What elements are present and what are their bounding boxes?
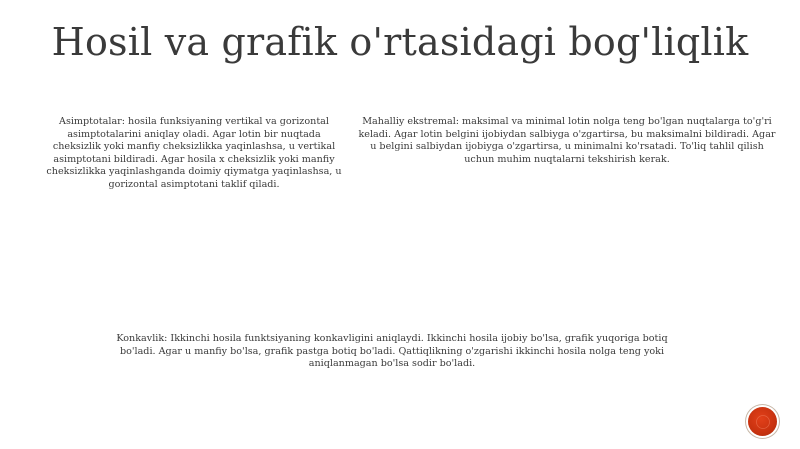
- slide-title: Hosil va grafik o'rtasidagi bog'liqlik: [51, 20, 749, 64]
- asymptotes-text: Asimptotalar: hosila funksiyaning vertikal va gorizontal asimptotalarini aniqlay oladi. Agar lotin bir nuqtada cheksizlik yoki manfiy cheksizlikka yaqinlashsa, u vertikal asimptotani bildiradi. Agar hosila x cheksizlik yoki manfiy cheksizlikka yaqinlashganda doimiy qiymatga yaqinlashsa, u gorizontal asimptotani taklif qiladi.: [46, 116, 342, 190]
- concavity-text: Konkavlik: Ikkinchi hosila funktsiyaning konkavligini aniqlaydi. Ikkinchi hosila ijobiy bo'lsa, grafik yuqoriga botiq bo'ladi. Agar u manfiy bo'lsa, grafik pastga botiq bo'ladi. Qattiqlikning o'zgarishi ikkinchi hosila nolga teng yoki aniqlanmagan bo'lsa sodir bo'ladi.: [116, 333, 668, 370]
- circle-button-icon: [755, 414, 771, 430]
- extrema-text: Mahalliy ekstremal: maksimal va minimal lotin nolga teng bo'lgan nuqtalarga to'g'ri keladi. Agar lotin belgini ijobiydan salbiyga o'zgartirsa, bu maksimalni bildiradi. Agar u belgini salbiydan ijobiyga o'zgartirsa, u minimalni ko'rsatadi. To'liq tahlil qilish uchun muhim nuqtalarni tekshirish kerak.: [358, 116, 776, 165]
- next-slide-button[interactable]: [748, 407, 777, 436]
